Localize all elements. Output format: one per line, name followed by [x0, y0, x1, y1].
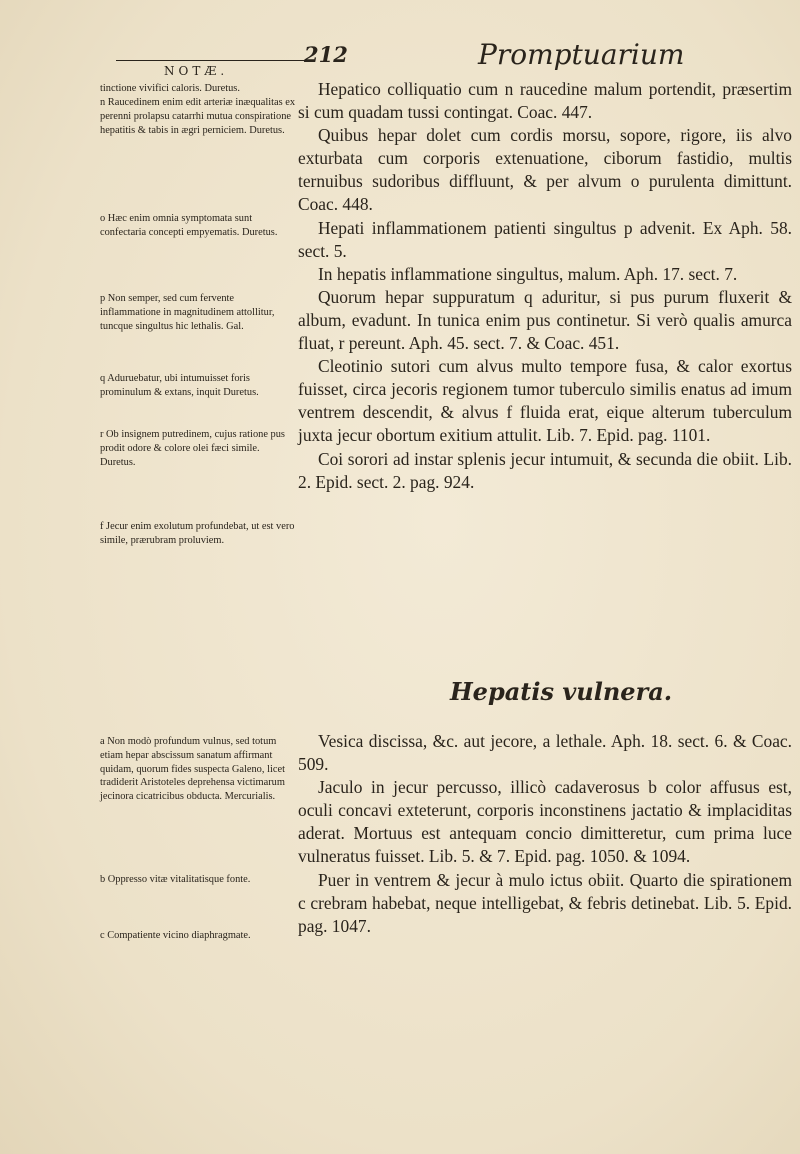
margin-note: q Aduruebatur, ubi intumuisset foris prominulum & extans, inquit Duretus. — [100, 373, 259, 398]
margin-notes-top — [100, 82, 296, 548]
paragraph: In hepatis inflammatione singultus, malum. Aph. 17. sect. 7. — [318, 263, 738, 284]
margin-note: n Raucedinem enim edit arteriæ inæqualitas ex perenni prolapsu catarrhi mutua conspiratione hepatitis & tabis in ægri perniciem. Duretus. — [100, 97, 296, 136]
running-head: Promptuarium — [478, 38, 685, 71]
paragraph: Jaculo in jecur percusso, illicò cadaverosus b color affusus est, oculi concavi exteterunt, corporis inconstinens jactatio & implaciditas aderat. Mortuus est antequam concio dimitteretur, cum prima luce vulneratus fuisset. Lib. 5. & 7. Epid. pag. 1050. & 1094. — [298, 777, 792, 867]
section-heading: Hepatis vulnera. — [450, 677, 673, 706]
paragraph: Hepatico colliquatio cum n raucedine malum portendit, præsertim si cum quadam tussi contingat. Coac. 447. — [298, 79, 792, 123]
margin-note: tinctione vivifici caloris. Duretus. — [100, 83, 240, 94]
margin-note: o Hæc enim omnia symptomata sunt confectaria concepti empyematis. Duretus. — [100, 213, 278, 238]
paragraph: Puer in ventrem & jecur à mulo ictus obiit. Quarto die spirationem c crebram habebat, neque intelligebat, & febris detinebat. Lib. 5. Epid. pag. 1047. — [298, 869, 792, 936]
notae-label: NOTÆ. — [164, 64, 229, 78]
paragraph: Quibus hepar dolet cum cordis morsu, sopore, rigore, iis alvo exturbata cum corporis extenuatione, ciborum fastidio, multis ternuibus sudoribus diffluunt, & per alvum o purulenta dimittunt. Coac. 448. — [298, 125, 792, 215]
margin-note: b Oppresso vitæ vitalitatisque fonte. — [100, 874, 251, 885]
paragraph: Coi sorori ad instar splenis jecur intumuit, & secunda die obiit. Lib. 2. Epid. sect. 2. pag. 924. — [298, 448, 792, 492]
margin-note: r Ob insignem putredinem, cujus ratione pus prodit odore & colore olei fæci simile. Duretus. — [100, 429, 285, 468]
margin-note: p Non semper, sed cum fervente inflammatione in magnitudinem attollitur, tuncque singultus hic lethalis. Gal. — [100, 293, 275, 332]
margin-note: a Non modò profundum vulnus, sed totum etiam hepar abscissum sanatum affirmant quidam, quorum fides suspecta Galeno, licet tradiderit Aristoteles deprehensa victimarum jecinora cicatricibus obducta. Mercurialis. — [100, 736, 285, 803]
margin-note: c Compatiente vicino diaphragmate. — [100, 930, 251, 941]
header-rule — [116, 60, 306, 61]
main-text-top — [298, 78, 792, 494]
page-number: 212 — [304, 42, 348, 67]
margin-note: f Jecur enim exolutum profundebat, ut est vero simile, prærubram proluviem. — [100, 521, 295, 546]
page-header — [108, 38, 788, 78]
paragraph: Hepati inflammationem patienti singultus p advenit. Ex Aph. 58. sect. 5. — [298, 217, 792, 261]
paragraph: Quorum hepar suppuratum q aduritur, si pus purum fluxerit & album, evadunt. In tunica enim pus continetur. Si verò qualis amurca fluat, r pereunt. Aph. 45. sect. 7. & Coac. 451. — [298, 286, 792, 354]
main-text-bottom — [298, 730, 792, 938]
paragraph: Cleotinio sutori cum alvus multo tempore fusa, & calor exortus fuisset, circa jecoris regionem tumor tuberculo similis enatus ad imum ventrem descendit, & alvus f fluida erat, eique alterum tuberculum juxta jecur obortum exitium attulit. Lib. 7. Epid. pag. 1101. — [298, 356, 792, 446]
margin-notes-bottom — [100, 735, 296, 943]
paragraph: Vesica discissa, &c. aut jecore, a lethale. Aph. 18. sect. 6. & Coac. 509. — [298, 731, 792, 775]
